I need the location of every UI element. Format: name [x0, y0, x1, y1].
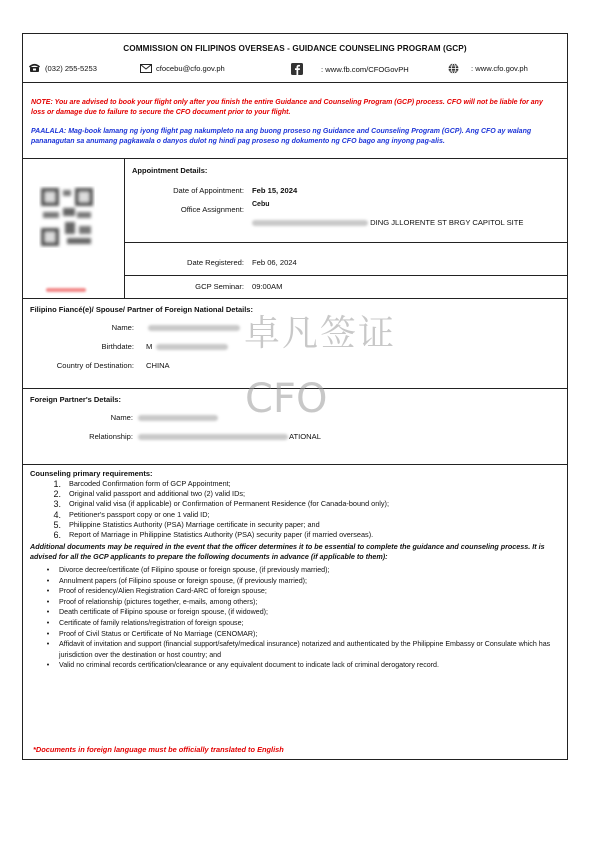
list-item: • Valid no criminal records certification/clearance or any equivalent document to indicate lack of criminal derogatory record.: [46, 661, 439, 670]
list-item: 5. Philippine Statistics Authority (PSA) Marriage certificate in security paper; and: [53, 519, 320, 530]
list-item: 6. Report of Marriage in Philippine Statistics Authority (PSA) security paper (if married overseas).: [53, 530, 374, 541]
fiance-birthdate-value: M: [146, 342, 153, 351]
qr-code-image: [39, 186, 95, 248]
phone-number: (032) 255-5253: [45, 63, 97, 73]
date-registered-label: Date Registered:: [187, 258, 244, 267]
date-registered-value: Feb 06, 2024: [252, 258, 297, 267]
email-icon: [140, 63, 150, 73]
list-item: 2. Original valid passport and additional two (2) valid IDs;: [53, 489, 246, 500]
gcp-seminar-label: GCP Seminar:: [195, 282, 244, 291]
country-label: Country of Destination:: [56, 361, 134, 370]
list-item: • Divorce decree/certificate (of Filipino spouse or foreign spouse, (if previously married);: [46, 566, 330, 574]
telephone-icon: [29, 63, 39, 73]
redacted-address: [252, 220, 368, 226]
appointment-date-value: Feb 15, 2024: [252, 186, 298, 195]
phone-contact: [29, 63, 97, 73]
list-item: • Certificate of family relations/registration of foreign spouse;: [46, 618, 244, 627]
fiance-birthdate-label: Birthdate:: [101, 342, 134, 351]
email-address: cfocebu@cfo.gov.ph: [156, 63, 225, 73]
facebook-url: : www.fb.com/CFOGovPH: [321, 64, 409, 74]
globe-icon: [448, 63, 459, 74]
relationship-value: ATIONAL: [289, 432, 321, 441]
translation-note: *Documents in foreign language must be officially translated to English: [33, 745, 284, 754]
redacted-mark: [46, 288, 86, 292]
partner-name-label: Name:: [110, 413, 133, 422]
primary-requirements-list: [37, 479, 389, 540]
list-item: • Death certificate of Filipino spouse or foreign spouse, (if widowed);: [46, 608, 268, 617]
country-value: CHINA: [146, 361, 170, 370]
office-address: DING JLLORENTE ST BRGY CAPITOL SITE: [370, 218, 524, 227]
watermark-cfo: CFO: [245, 376, 328, 422]
list-item: • Annulment papers (of Filipino spouse or foreign spouse, (if previously married);: [46, 576, 308, 585]
additional-documents-list: [37, 565, 559, 671]
note-tagalog: PAALALA: Mag-book lamang ng iyong flight pag nakumpleto na ang buong proseso ng Guidance and Counseling Program (GCP). Ang CFO ay walang pananagutan sa anumang pagkawala o danyos dulot ng hindi pag proseso ng dokumento ng CFO bago ang inyong pag-alis.: [31, 128, 532, 145]
divider: [124, 242, 567, 243]
fiance-details-label: Filipino Fiancé(e)/ Spouse/ Partner of Foreign National Details:: [30, 305, 253, 314]
redacted-partner-name: [138, 415, 218, 421]
office-address-row: [252, 218, 557, 227]
fiance-name-label: Name:: [111, 323, 134, 332]
website-url: : www.cfo.gov.ph: [471, 64, 528, 73]
office-assignment-label: Office Assignment:: [180, 205, 244, 214]
list-item: • Proof of residency/Alien Registration Card-ARC of foreign spouse;: [46, 587, 267, 596]
requirements-section: [23, 464, 567, 760]
gcp-seminar-value: 09:00AM: [252, 282, 283, 291]
header-title: COMMISSION ON FILIPINOS OVERSEAS - GUIDANCE COUNSELING PROGRAM (GCP): [123, 44, 467, 53]
list-item: 4. Petitioner's passport copy or one 1 valid ID;: [53, 509, 210, 520]
appointment-details-label: Appointment Details:: [132, 166, 208, 175]
office-city: Cebu: [252, 201, 270, 208]
list-item: • Affidavit of invitation and support (financial support/safety/medical insurance) notarized and authenticated by the Philippine Embassy or Consulate which has jurisdiction over the destination or host country; and: [46, 640, 551, 659]
relationship-label: Relationship:: [89, 432, 133, 441]
watermark-chinese: 卓凡签证: [244, 313, 397, 354]
requirements-label: Counseling primary requirements:: [30, 469, 153, 478]
facebook-contact: [291, 63, 409, 75]
appointment-section: [23, 158, 567, 299]
website-contact: [448, 63, 528, 74]
redacted-name: [148, 325, 240, 331]
redacted-relationship: [138, 434, 288, 440]
note-english: NOTE: You are advised to book your flight only after you finish the entire Guidance and Counseling Program (GCP) process. CFO will not be liable for any loss or damage due to failure to secure the CFO document prior to your flight.: [31, 99, 543, 116]
redacted-birthdate: [156, 344, 228, 350]
flight-notes: [23, 82, 567, 159]
list-item: 1. Barcoded Confirmation form of GCP Appointment;: [53, 479, 231, 489]
list-item: 3. Original valid visa (if applicable) or Confirmation of Permanent Residence (for Canada-bound only);: [53, 499, 390, 510]
qr-cell: [23, 158, 125, 298]
divider: [124, 275, 567, 276]
email-contact: [140, 63, 225, 73]
header: [23, 34, 567, 83]
appointment-date-label: Date of Appointment:: [173, 186, 244, 195]
list-item: • Proof of relationship (pictures together, e-mails, among others);: [46, 597, 258, 606]
partner-details-label: Foreign Partner's Details:: [30, 395, 121, 404]
list-item: • Proof of Civil Status or Certificate of No Marriage (CENOMAR);: [46, 629, 258, 638]
facebook-icon: [291, 63, 303, 75]
additional-documents-note: Additional documents may be required in the event that the officer determines it to be essential to complete the guidance and counseling process. It is advised for all the GCP applicants to prepare the following documents in advance (if applicable to them):: [30, 542, 545, 561]
